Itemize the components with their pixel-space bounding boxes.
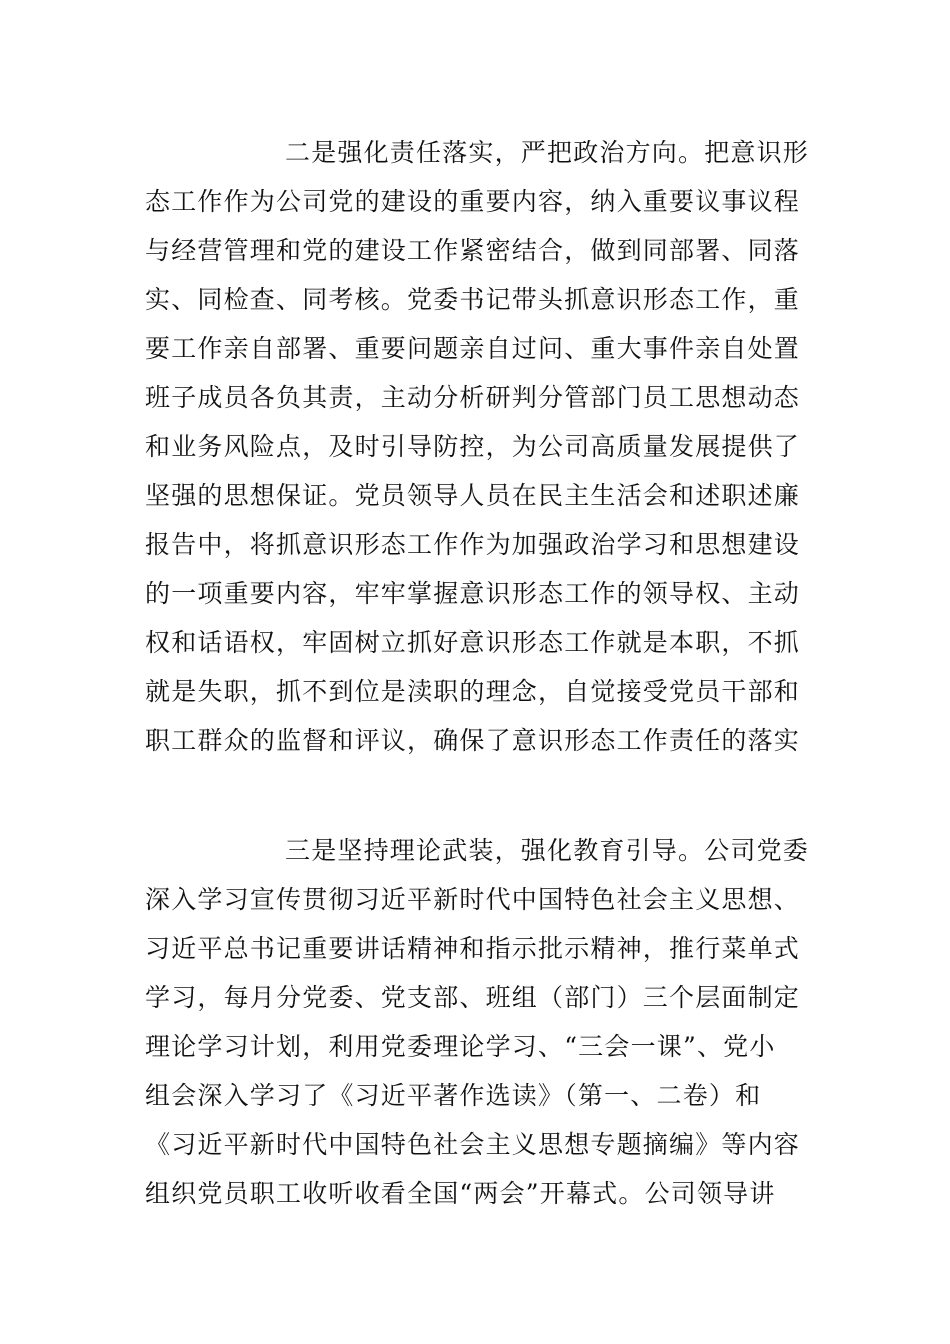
paragraph-line: 权和话语权，牢固树立抓好意识形态工作就是本职，不抓 — [145, 628, 801, 657]
paragraph-line: 学习，每月分党委、党支部、班组（部门）三个层面制定 — [145, 983, 801, 1012]
paragraph-line: 实、同检查、同考核。党委书记带头抓意识形态工作，重 — [145, 285, 801, 314]
paragraph-line: 组会深入学习了《习近平著作选读》（第一、二卷）和 — [145, 1081, 762, 1110]
paragraph-line: 习近平总书记重要讲话精神和指示批示精神，推行菜单式 — [145, 934, 801, 963]
paragraph-theory-education — [145, 826, 810, 1218]
paragraph-line: 二是强化责任落实，严把政治方向。把意识形 — [285, 138, 810, 167]
paragraph-line: 组织党员职工收听收看全国“两会”开幕式。公司领导讲 — [145, 1179, 776, 1208]
paragraph-line: 三是坚持理论武装，强化教育引导。公司党委 — [285, 836, 810, 865]
paragraph-line: 理论学习计划，利用党委理论学习、“三会一课”、党小 — [145, 1032, 776, 1061]
paragraph-line: 要工作亲自部署、重要问题亲自过问、重大事件亲自处置 — [145, 334, 801, 363]
paragraph-line: 与经营管理和党的建设工作紧密结合，做到同部署、同落 — [145, 236, 801, 265]
paragraph-line: 就是失职，抓不到位是渎职的理念，自觉接受党员干部和 — [145, 677, 801, 706]
paragraph-line: 态工作作为公司党的建设的重要内容，纳入重要议事议程 — [145, 187, 801, 216]
paragraph-line: 班子成员各负其责，主动分析研判分管部门员工思想动态 — [145, 383, 801, 412]
paragraph-line: 《习近平新时代中国特色社会主义思想专题摘编》等内容 — [145, 1130, 801, 1159]
paragraph-responsibility — [145, 128, 810, 765]
paragraph-line: 坚强的思想保证。党员领导人员在民主生活会和述职述廉 — [145, 481, 801, 510]
paragraph-line: 的一项重要内容，牢牢掌握意识形态工作的领导权、主动 — [145, 579, 801, 608]
paragraph-line: 深入学习宣传贯彻习近平新时代中国特色社会主义思想、 — [145, 885, 801, 914]
paragraph-line: 和业务风险点，及时引导防控，为公司高质量发展提供了 — [145, 432, 801, 461]
paragraph-line: 报告中，将抓意识形态工作作为加强政治学习和思想建设 — [145, 530, 801, 559]
paragraph-line: 职工群众的监督和评议，确保了意识形态工作责任的落实 — [145, 726, 801, 755]
